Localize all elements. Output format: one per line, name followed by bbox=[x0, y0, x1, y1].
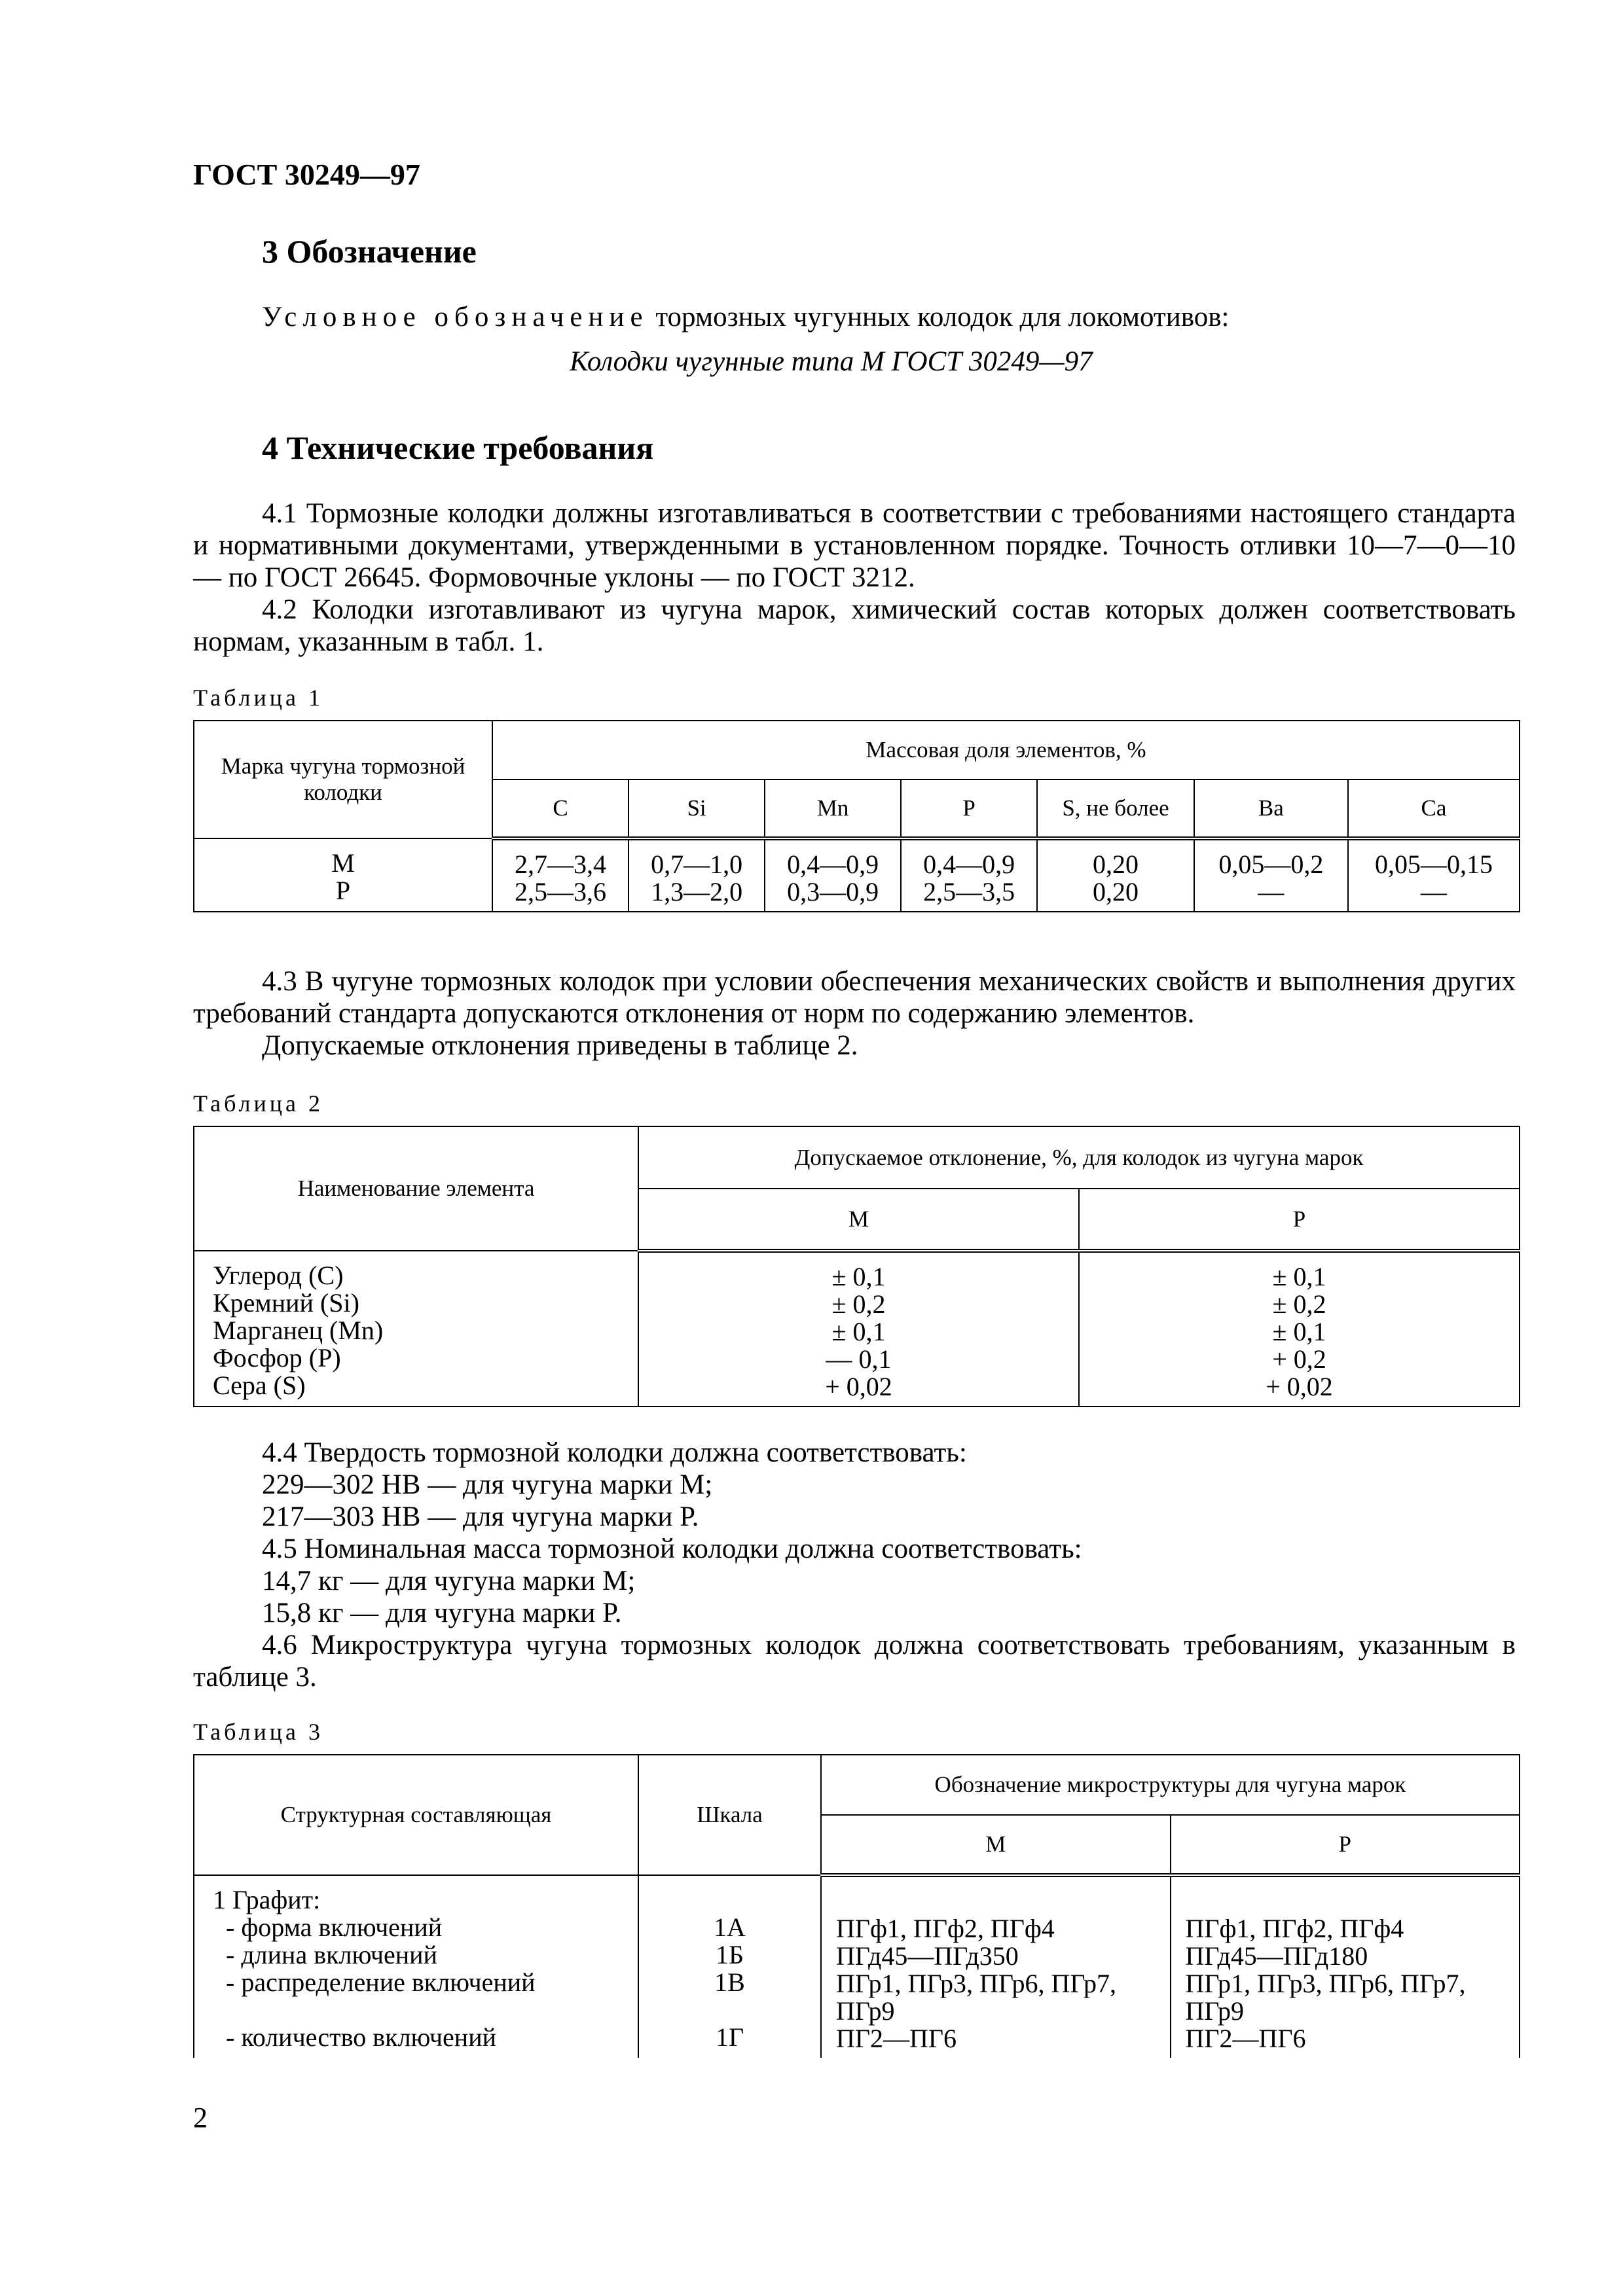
table-1-group-header: Массовая доля элементов, % bbox=[492, 721, 1520, 780]
paragraph-4-1: 4.1 Тормозные колодки должны изготавливаться в соответствии с требованиями настоящего стандарта и нормативными документами, утвержденными в установленном порядке. Точность отливки 10—7—0—10 — по ГОСТ 26645. Формовочные уклоны — по ГОСТ 3212. bbox=[193, 498, 1516, 593]
table-2 bbox=[193, 1126, 1520, 1407]
page-number: 2 bbox=[193, 2102, 208, 2134]
table-1-mn-values: 0,4—0,9 0,3—0,9 bbox=[765, 838, 901, 912]
table-1-col-c: C bbox=[492, 780, 629, 838]
table-3-caption: Таблица 3 bbox=[193, 1719, 323, 1745]
table-1-c-values: 2,7—3,4 2,5—3,6 bbox=[492, 838, 629, 912]
table-2-caption: Таблица 2 bbox=[193, 1090, 323, 1117]
designation-example: Колодки чугунные типа М ГОСТ 30249—97 bbox=[570, 346, 1093, 377]
table-3 bbox=[193, 1754, 1520, 2058]
table-3-group-header: Обозначение микроструктуры для чугуна марок bbox=[821, 1755, 1520, 1815]
table-3-col-p: Р bbox=[1171, 1815, 1520, 1875]
paragraph-4-6: 4.6 Микроструктура чугуна тормозных колодок должна соответствовать требованиям, указанным в таблице 3. bbox=[193, 1630, 1516, 1693]
paragraph-4-5: 4.5 Номинальная масса тормозной колодки должна соответствовать: bbox=[262, 1534, 1082, 1564]
paragraph-4-4-a: 229—302 НВ — для чугуна марки М; bbox=[262, 1469, 713, 1500]
table-3-scales: 1А 1Б 1В 1Г bbox=[638, 1875, 821, 2058]
section-3-title: 3 Обозначение bbox=[262, 233, 477, 270]
designation-lead-rest: тормозных чугунных колодок для локомотивов: bbox=[648, 302, 1230, 332]
designation-lead bbox=[262, 301, 1229, 333]
designation-lead-spaced: Условное обозначение bbox=[262, 302, 649, 332]
table-1-ca-values: 0,05—0,15 — bbox=[1348, 838, 1520, 912]
paragraph-4-2: 4.2 Колодки изготавливают из чугуна марок, химический состав которых должен соответствовать нормам, указанным в табл. 1. bbox=[193, 594, 1516, 657]
table-3-components: 1 Графит: - форма включений - длина включений - распределение включений - количество включений bbox=[194, 1875, 638, 2058]
paragraph-4-4-b: 217—303 НВ — для чугуна марки Р. bbox=[262, 1501, 699, 1532]
table-1-col-s: S, не более bbox=[1037, 780, 1194, 838]
table-2-p-values: ± 0,1 ± 0,2 ± 0,1 + 0,2 + 0,02 bbox=[1079, 1251, 1520, 1407]
table-1-col-si: Si bbox=[629, 780, 765, 838]
table-1-ba-values: 0,05—0,2 — bbox=[1194, 838, 1348, 912]
table-3-col-m: М bbox=[821, 1815, 1171, 1875]
table-1-caption: Таблица 1 bbox=[193, 685, 323, 711]
table-1-col-ba: Ba bbox=[1194, 780, 1348, 838]
document-header: ГОСТ 30249—97 bbox=[193, 158, 420, 191]
paragraph-4-3-b: Допускаемые отклонения приведены в таблице 2. bbox=[262, 1030, 858, 1061]
paragraph-4-5-b: 15,8 кг — для чугуна марки Р. bbox=[262, 1598, 622, 1628]
paragraph-4-5-a: 14,7 кг — для чугуна марки М; bbox=[262, 1566, 636, 1596]
table-3-component-header: Структурная составляющая bbox=[194, 1755, 638, 1875]
table-3-p-values: ПГф1, ПГф2, ПГф4 ПГд45—ПГд180 ПГр1, ПГр3, ПГр6, ПГр7, ПГр9 ПГ2—ПГ6 bbox=[1171, 1875, 1520, 2058]
table-3-m-values: ПГф1, ПГф2, ПГф4 ПГд45—ПГд350 ПГр1, ПГр3, ПГр6, ПГр7, ПГр9 ПГ2—ПГ6 bbox=[821, 1875, 1171, 2058]
table-1-col-ca: Ca bbox=[1348, 780, 1520, 838]
table-1-col-mn: Mn bbox=[765, 780, 901, 838]
table-2-group-header: Допускаемое отклонение, %, для колодок из чугуна марок bbox=[638, 1126, 1520, 1189]
table-2-m-values: ± 0,1 ± 0,2 ± 0,1 — 0,1 + 0,02 bbox=[638, 1251, 1079, 1407]
table-1-col-p: P bbox=[901, 780, 1037, 838]
table-2-col-p: Р bbox=[1079, 1189, 1520, 1251]
table-1 bbox=[193, 720, 1520, 912]
paragraph-4-3: 4.3 В чугуне тормозных колодок при условии обеспечения механических свойств и выполнения других требований стандарта допускаются отклонения от норм по содержанию элементов. bbox=[193, 966, 1516, 1029]
section-4-title: 4 Технические требования bbox=[262, 429, 654, 466]
table-1-grades: М Р bbox=[194, 838, 492, 912]
table-1-si-values: 0,7—1,0 1,3—2,0 bbox=[629, 838, 765, 912]
table-2-element-names: Углерод (С) Кремний (Si) Марганец (Mn) Фосфор (Р) Сера (S) bbox=[194, 1251, 638, 1407]
table-2-element-header: Наименование элемента bbox=[194, 1126, 638, 1251]
table-1-p-values: 0,4—0,9 2,5—3,5 bbox=[901, 838, 1037, 912]
table-1-grade-header: Марка чугуна тормозной колодки bbox=[194, 721, 492, 838]
paragraph-4-4: 4.4 Твердость тормозной колодки должна соответствовать: bbox=[262, 1437, 967, 1468]
table-2-col-m: М bbox=[638, 1189, 1079, 1251]
table-1-s-values: 0,20 0,20 bbox=[1037, 838, 1194, 912]
table-3-scale-header: Шкала bbox=[638, 1755, 821, 1875]
